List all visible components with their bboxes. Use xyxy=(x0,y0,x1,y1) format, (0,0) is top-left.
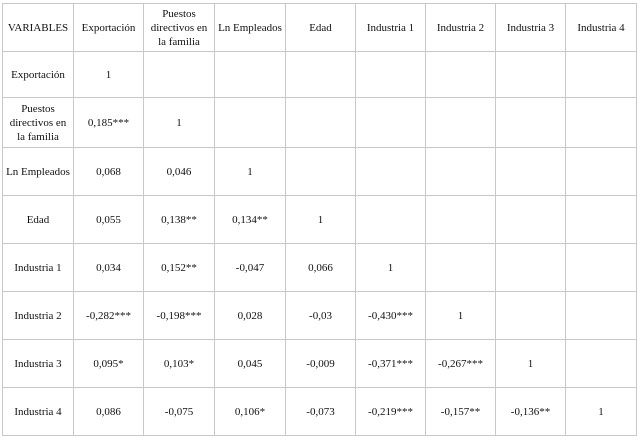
table-cell xyxy=(496,196,566,244)
table-cell xyxy=(566,292,637,340)
table-cell: 0,046 xyxy=(144,148,215,196)
table-cell xyxy=(566,244,637,292)
table-cell: 1 xyxy=(144,98,215,148)
table-row xyxy=(3,52,637,98)
column-header: Ln Empleados xyxy=(215,4,286,52)
table-cell xyxy=(215,52,286,98)
row-label: Edad xyxy=(3,196,74,244)
table-cell: -0,157** xyxy=(426,388,496,436)
table-row xyxy=(3,292,637,340)
table-cell xyxy=(426,148,496,196)
table-cell xyxy=(356,52,426,98)
table-cell: 0,152** xyxy=(144,244,215,292)
table-cell: -0,136** xyxy=(496,388,566,436)
table-cell: -0,282*** xyxy=(74,292,144,340)
table-cell: -0,371*** xyxy=(356,340,426,388)
table-cell xyxy=(426,244,496,292)
table-cell: 1 xyxy=(426,292,496,340)
correlation-table-container xyxy=(2,3,637,436)
table-cell xyxy=(215,98,286,148)
table-row xyxy=(3,148,637,196)
table-cell: 0,028 xyxy=(215,292,286,340)
row-label: Puestos directivos en la familia xyxy=(3,98,74,148)
table-cell xyxy=(496,244,566,292)
table-cell: 0,034 xyxy=(74,244,144,292)
table-cell: 1 xyxy=(566,388,637,436)
table-cell xyxy=(144,52,215,98)
table-cell: 0,095* xyxy=(74,340,144,388)
table-cell: -0,075 xyxy=(144,388,215,436)
table-cell xyxy=(426,52,496,98)
table-cell xyxy=(496,52,566,98)
table-cell: 1 xyxy=(74,52,144,98)
table-cell: 1 xyxy=(286,196,356,244)
table-cell: 1 xyxy=(215,148,286,196)
table-cell: 0,103* xyxy=(144,340,215,388)
column-header: Industria 3 xyxy=(496,4,566,52)
row-label: Industria 4 xyxy=(3,388,74,436)
table-cell: 0,055 xyxy=(74,196,144,244)
table-cell xyxy=(566,98,637,148)
table-cell xyxy=(566,196,637,244)
row-label: Industria 1 xyxy=(3,244,74,292)
table-cell xyxy=(286,52,356,98)
table-cell xyxy=(566,340,637,388)
table-cell: -0,047 xyxy=(215,244,286,292)
table-cell: 0,045 xyxy=(215,340,286,388)
column-header: Industria 4 xyxy=(566,4,637,52)
table-cell: 0,138** xyxy=(144,196,215,244)
column-header: Edad xyxy=(286,4,356,52)
table-cell xyxy=(286,98,356,148)
table-row xyxy=(3,340,637,388)
table-cell: 1 xyxy=(496,340,566,388)
table-cell xyxy=(566,148,637,196)
table-row xyxy=(3,388,637,436)
table-cell: 0,068 xyxy=(74,148,144,196)
table-cell xyxy=(356,98,426,148)
table-cell xyxy=(286,148,356,196)
table-cell: -0,073 xyxy=(286,388,356,436)
table-cell: 0,185*** xyxy=(74,98,144,148)
header-row xyxy=(3,4,637,52)
table-cell: 0,086 xyxy=(74,388,144,436)
table-cell: -0,009 xyxy=(286,340,356,388)
table-cell xyxy=(356,196,426,244)
row-label: Ln Empleados xyxy=(3,148,74,196)
table-row xyxy=(3,244,637,292)
corner-label: VARIABLES xyxy=(3,4,74,52)
table-cell: -0,198*** xyxy=(144,292,215,340)
table-cell xyxy=(356,148,426,196)
row-label: Industria 2 xyxy=(3,292,74,340)
table-cell: 1 xyxy=(356,244,426,292)
table-cell: 0,106* xyxy=(215,388,286,436)
table-cell: -0,430*** xyxy=(356,292,426,340)
row-label: Industria 3 xyxy=(3,340,74,388)
table-cell: 0,134** xyxy=(215,196,286,244)
table-cell: -0,267*** xyxy=(426,340,496,388)
correlation-table xyxy=(2,3,637,436)
row-label: Exportación xyxy=(3,52,74,98)
table-cell xyxy=(566,52,637,98)
table-row xyxy=(3,196,637,244)
table-cell: 0,066 xyxy=(286,244,356,292)
table-cell xyxy=(426,98,496,148)
table-cell xyxy=(496,98,566,148)
table-cell xyxy=(426,196,496,244)
table-cell: -0,219*** xyxy=(356,388,426,436)
column-header: Industria 2 xyxy=(426,4,496,52)
column-header: Exportación xyxy=(74,4,144,52)
table-cell xyxy=(496,148,566,196)
column-header: Puestos directivos en la familia xyxy=(144,4,215,52)
column-header: Industria 1 xyxy=(356,4,426,52)
table-row xyxy=(3,98,637,148)
table-cell: -0,03 xyxy=(286,292,356,340)
table-cell xyxy=(496,292,566,340)
